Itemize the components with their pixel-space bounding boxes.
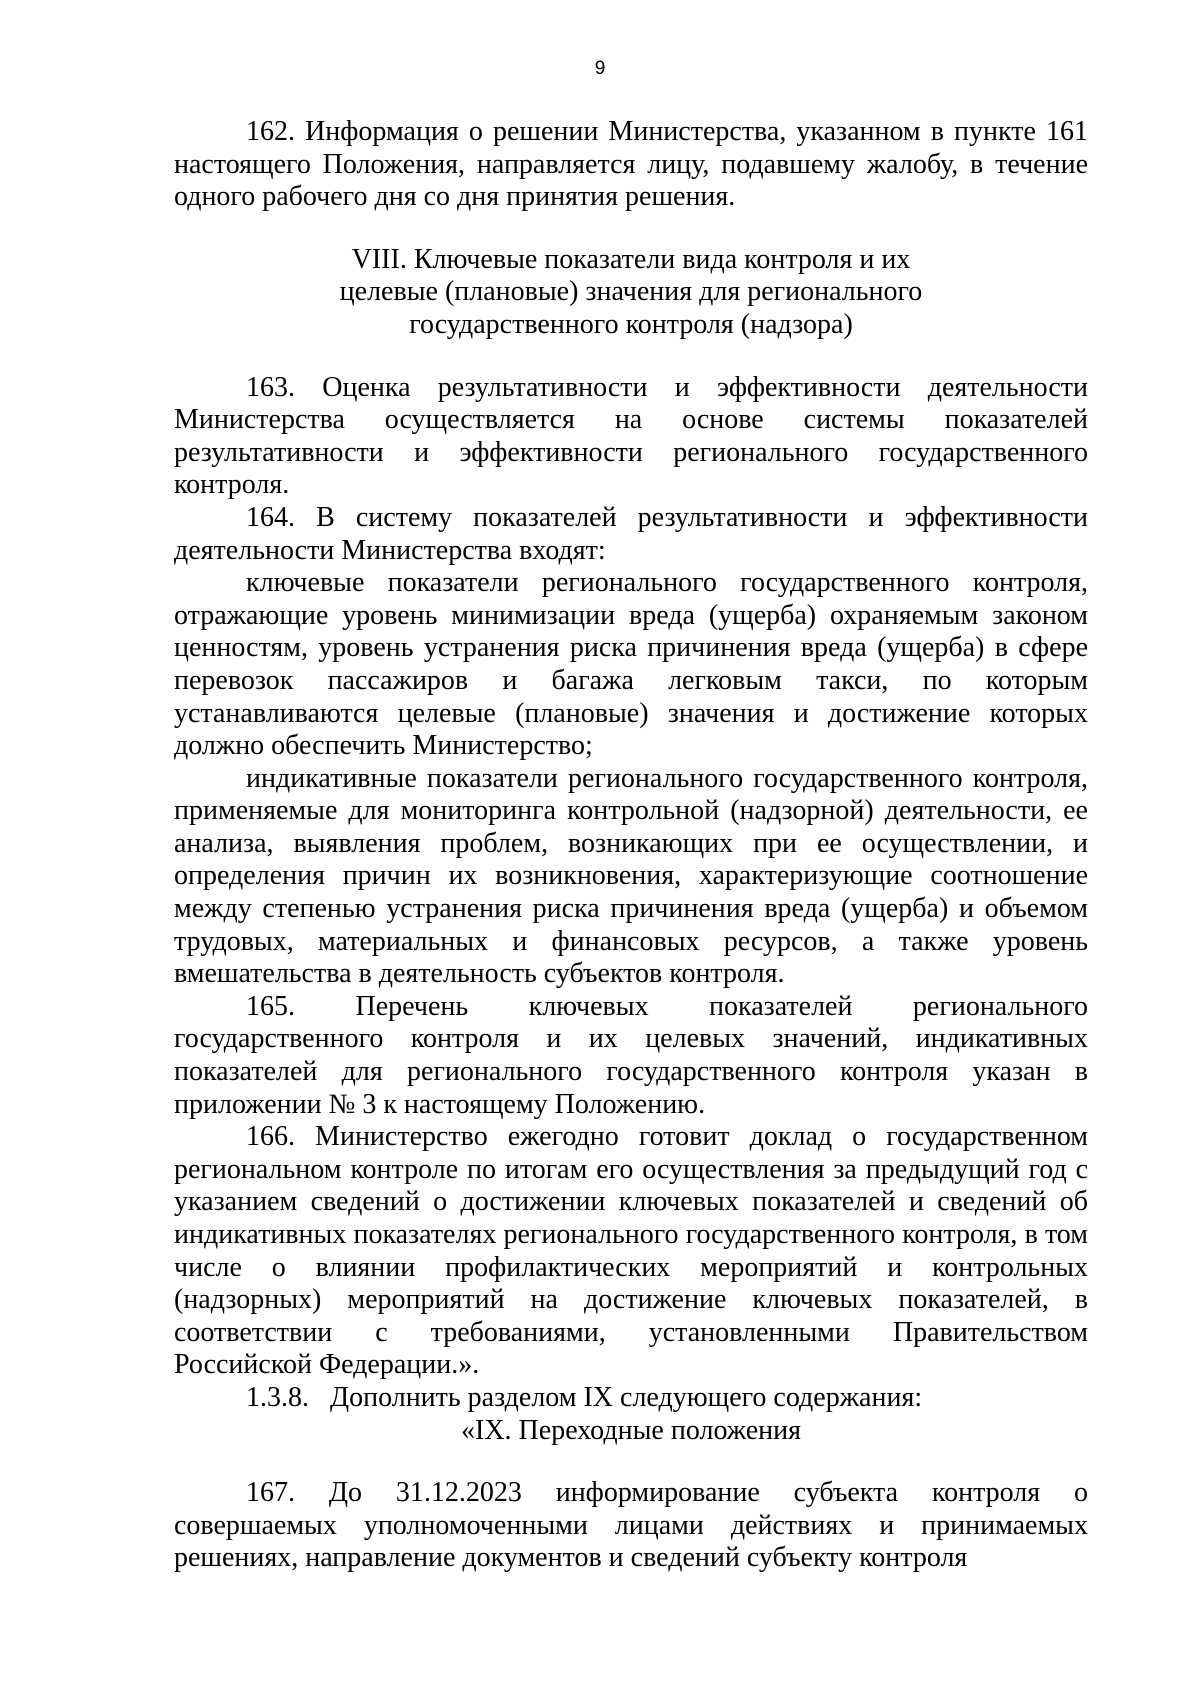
section-8-heading (174, 244, 1088, 342)
section-8-heading-line-1: VIII. Ключевые показатели вида контроля и их (351, 243, 911, 275)
paragraph-166: 166. Министерство ежегодно готовит доклад о государственном региональном контроле по итогам его осуществления за предыдущий год с указанием сведений о достижении ключевых показателей и сведений об индикативных показателях регионального государственного контроля, в том числе о влиянии профилактических мероприятий и контрольных (надзорных) мероприятий на достижение ключевых показателей, в соответствии с требованиями, установленными Правительством Российской Федерации.». (174, 1121, 1088, 1381)
section-9-heading: «IX. Переходные положения (461, 1414, 801, 1446)
section-8-heading-line-3: государственного контроля (надзора) (409, 308, 853, 340)
paragraph-1-3-8: 1.3.8. Дополнить разделом IX следующего содержания: (246, 1381, 923, 1413)
document-body (174, 116, 1088, 1575)
paragraph-163: 163. Оценка результативности и эффективности деятельности Министерства осуществляется на основе системы показателей результативности и эффективности регионального государственного контроля. (174, 371, 1088, 501)
section-8-heading-line-2: целевые (плановые) значения для регионального (339, 276, 923, 308)
paragraph-162: 162. Информация о решении Министерства, указанном в пункте 161 настоящего Положения, направляется лицу, подавшему жалобу, в течение одного рабочего дня со дня принятия решения. (174, 116, 1088, 213)
paragraph-165: 165. Перечень ключевых показателей регионального государственного контроля и их целевых значений, индикативных показателей для регионального государственного контроля указан в приложении № 3 к настоящему Положению. (174, 990, 1088, 1120)
paragraph-164: 164. В систему показателей результативности и эффективности деятельности Министерства входят: (174, 501, 1088, 566)
page-number: 9 (594, 58, 606, 79)
paragraph-164-item-2: индикативные показатели регионального государственного контроля, применяемые для мониторинга контрольной (надзорной) деятельности, ее анализа, выявления проблем, возникающих при ее осуществлении, и определения причин их возникновения, характеризующие соотношение между степенью устранения риска причинения вреда (ущерба) и объемом трудовых, материальных и финансовых ресурсов, а также уровень вмешательства в деятельность субъектов контроля. (174, 762, 1088, 990)
paragraph-164-item-1: ключевые показатели регионального государственного контроля, отражающие уровень минимизации вреда (ущерба) охраняемым законом ценностям, уровень устранения риска причинения вреда (ущерба) в сфере перевозок пассажиров и багажа легковым такси, по которым устанавливаются целевые (плановые) значения и достижение которых должно обеспечить Министерство; (174, 567, 1088, 762)
paragraph-167: 167. До 31.12.2023 информирование субъекта контроля о совершаемых уполномоченными лицами действиях и принимаемых решениях, направление документов и сведений субъекту контроля (174, 1477, 1088, 1574)
